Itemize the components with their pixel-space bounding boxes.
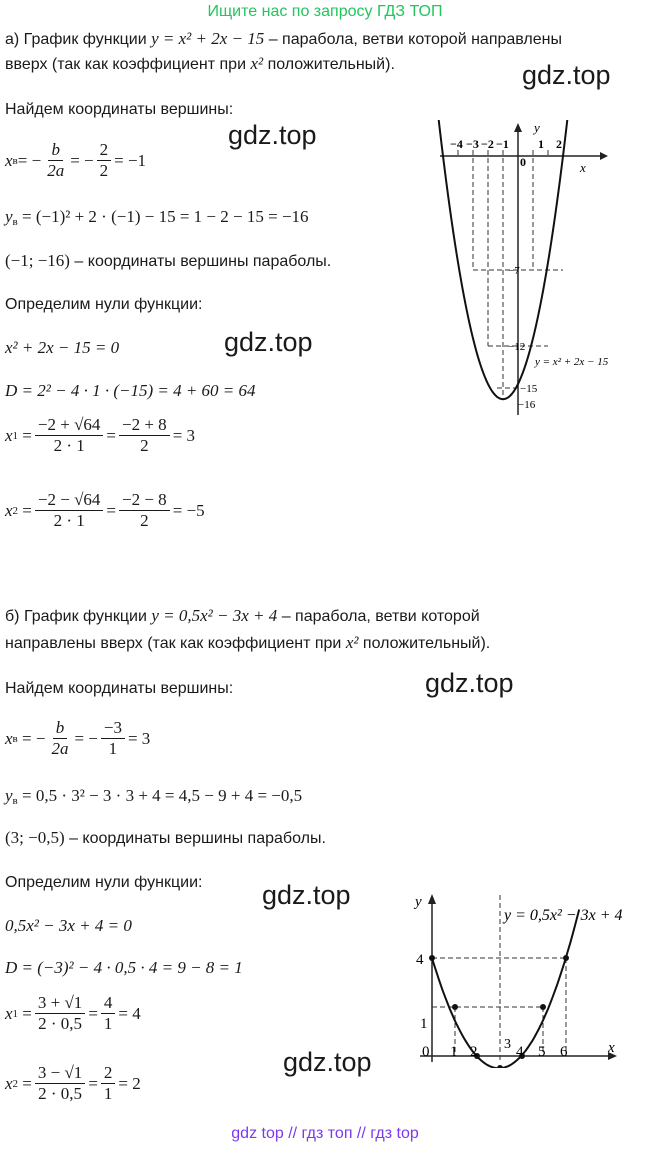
- fraction: [101, 718, 125, 759]
- text: положительный).: [358, 635, 491, 652]
- math: (−1; −16): [5, 251, 70, 270]
- point: [540, 1004, 546, 1010]
- part-a-equation: x² + 2x − 15 = 0: [5, 338, 120, 357]
- x-tick-label: 2: [556, 137, 562, 151]
- part-a-vertex-result: [5, 251, 331, 272]
- x-axis-label: x: [580, 160, 586, 175]
- point: [497, 1065, 503, 1068]
- x-axis-label: x: [608, 1040, 615, 1056]
- y-tick-label: 4: [416, 952, 424, 968]
- math: x: [5, 150, 13, 170]
- numerator: 2: [101, 1063, 116, 1084]
- numerator: 4: [101, 993, 116, 1014]
- numerator: −2 + 8: [119, 415, 170, 436]
- math: x²: [250, 54, 264, 73]
- fraction: [35, 490, 104, 531]
- text: – парабола, ветви которой направлены: [264, 31, 562, 48]
- part-b-zeros-heading: Определим нули функции:: [5, 874, 203, 891]
- x-tick-label: 4: [516, 1044, 524, 1060]
- watermark: gdz.top: [522, 60, 611, 90]
- point: [429, 955, 435, 961]
- x-tick-labels: [422, 1044, 568, 1060]
- part-b-yv-formula: $y_в = 0,5 \cdot 3^2 - 3 \cdot 3 + 4 = 4,5 - 9 + 4 = -0,5$: [5, 786, 303, 807]
- math: = 3: [172, 425, 196, 445]
- x-tick-label: −1: [496, 137, 509, 151]
- y-tick-label: −12: [508, 341, 526, 353]
- denominator: 2 · 1: [53, 436, 85, 455]
- math: = 2: [118, 1073, 141, 1093]
- x-tick-label: 0: [422, 1044, 430, 1060]
- fraction: [101, 993, 116, 1034]
- fraction: [119, 415, 170, 456]
- y-tick-labels: [416, 952, 428, 1032]
- y-tick-label: −16: [518, 399, 536, 411]
- math: = −: [17, 150, 42, 170]
- fraction: [119, 490, 170, 531]
- y-tick-label: 1: [420, 1016, 428, 1032]
- y-tick-label: −15: [520, 383, 538, 395]
- x-tick-label: 2: [470, 1044, 478, 1060]
- text: вверх (так как коэффициент при: [5, 56, 251, 73]
- x-tick-label: −4: [450, 137, 463, 151]
- part-b-xv-formula: x в = − $\frac{b}{2a}$ = − $\frac{-3}{1}$ = 3: [5, 718, 151, 758]
- fraction: [35, 993, 85, 1034]
- part-b-vertex-result: [5, 828, 326, 849]
- fraction: [35, 1063, 85, 1104]
- watermark: gdz.top: [425, 668, 514, 698]
- denominator: 2 · 0,5: [38, 1014, 83, 1033]
- part-a-yv-formula: $y_в = (-1)^2 + 2 \cdot (-1) - 15 = 1 - 2 - 15 = -16$: [5, 207, 309, 228]
- curve-label: y = 0,5x² − 3x + 4: [504, 907, 623, 924]
- function-formula: y = x² + 2x − 15: [151, 29, 265, 48]
- math: = −: [70, 150, 94, 170]
- part-a-discriminant: D = 2² − 4 · 1 · (−15) = 4 + 60 = 64: [5, 381, 256, 400]
- part-b-equation: 0,5x² − 3x + 4 = 0: [5, 916, 132, 935]
- math: = 0,5 · 3² − 3 · 3 + 4 = 4,5 − 9 + 4 = −0,5: [17, 786, 303, 805]
- numerator: −2 − 8: [119, 490, 170, 511]
- y-axis-label: y: [534, 120, 540, 135]
- graph-a: [430, 120, 640, 420]
- fraction: [48, 718, 71, 759]
- text: – координаты вершины параболы.: [64, 830, 326, 847]
- x-tick-label: 6: [560, 1044, 568, 1060]
- text: направлены вверх (так как коэффициент при: [5, 635, 346, 652]
- denominator: 2 · 1: [53, 511, 85, 530]
- text: – координаты вершины параболы.: [69, 253, 332, 270]
- part-b-discriminant: D = (−3)² − 4 · 0,5 · 4 = 9 − 8 = 1: [5, 958, 243, 977]
- denominator: 2a: [47, 161, 65, 180]
- part-b-x1-formula: x 1 = $\frac{3 + √1}{2 \cdot 0,5}$ = $\frac{4}{1}$ = 4: [5, 993, 141, 1033]
- fraction: [44, 140, 67, 181]
- text: б) График функции: [5, 608, 152, 625]
- x-tick-label: −3: [466, 137, 479, 151]
- graph-b: [412, 890, 648, 1068]
- numerator: 2: [97, 140, 112, 161]
- function-formula: y = 0,5x² − 3x + 4: [151, 606, 278, 625]
- denominator: 2 · 0,5: [38, 1084, 83, 1103]
- part-a-intro-line1: [5, 29, 562, 50]
- denominator: 2: [140, 436, 149, 455]
- y-axis-label: y: [415, 894, 422, 910]
- x-tick-label: 1: [450, 1044, 458, 1060]
- point: [563, 955, 569, 961]
- denominator: 2a: [51, 739, 69, 758]
- part-a-intro-line2: [5, 54, 395, 75]
- numerator: 3 − √1: [35, 1063, 85, 1084]
- math: = −1: [114, 150, 147, 170]
- part-b-intro-line1: [5, 606, 480, 627]
- part-b-vertex-heading: Найдем координаты вершины:: [5, 680, 234, 697]
- text: положительный).: [263, 56, 395, 73]
- y-axis-arrow: [428, 894, 436, 904]
- math: x²: [345, 633, 359, 652]
- watermark: gdz.top: [228, 120, 317, 150]
- watermark: gdz.top: [283, 1047, 372, 1077]
- part-b-intro-line2: [5, 633, 490, 654]
- denominator: 1: [108, 739, 118, 758]
- footer-links[interactable]: gdz top // гдз топ // гдз top: [231, 1125, 419, 1142]
- math: = (−1)² + 2 · (−1) − 15 = 1 − 2 − 15 = −16: [17, 207, 309, 226]
- math: (3; −0,5): [5, 828, 65, 847]
- x-tick-label: 0: [520, 155, 526, 169]
- denominator: 2: [140, 511, 149, 530]
- part-a-x2-formula: x 2 = $\frac{-2 - √64}{2 \cdot 1}$ = $\frac{-2 - 8}{2}$ = −5: [5, 490, 205, 530]
- x-tick-label: 1: [538, 137, 544, 151]
- numerator: −2 − √64: [35, 490, 104, 511]
- text: – парабола, ветви которой: [277, 608, 480, 625]
- math-sub: в: [12, 795, 18, 807]
- math: = 3: [127, 728, 151, 748]
- x-tick-label: 5: [538, 1044, 546, 1060]
- math: = −5: [172, 500, 205, 520]
- watermark: gdz.top: [224, 327, 313, 357]
- y-axis-arrow: [514, 123, 522, 132]
- fraction: [35, 415, 104, 456]
- denominator: 1: [103, 1014, 113, 1033]
- part-a-zeros-heading: Определим нули функции:: [5, 296, 203, 313]
- part-b-x2-formula: x 2 = $\frac{3 - √1}{2 \cdot 0,5}$ = $\frac{2}{1}$ = 2: [5, 1063, 141, 1103]
- curve-label: y = x² + 2x − 15: [535, 356, 609, 368]
- numerator: b: [53, 718, 68, 739]
- y-tick-label: −7: [508, 265, 520, 277]
- header-banner[interactable]: Ищите нас по запросу ГДЗ ТОП: [207, 3, 443, 20]
- math: = 4: [118, 1003, 141, 1023]
- x-tick-labels: [450, 137, 562, 169]
- math-sub: в: [12, 216, 18, 228]
- part-a-xv-formula: x в = − $\frac{b}{2a}$ = − $\frac{2}{2}$ = −1: [5, 140, 147, 180]
- vertex-label: 3: [504, 1037, 511, 1052]
- numerator: b: [48, 140, 63, 161]
- watermark: gdz.top: [262, 880, 351, 910]
- text: а) График функции: [5, 31, 152, 48]
- point: [452, 1004, 458, 1010]
- x-axis-arrow: [600, 152, 608, 160]
- part-a-x1-formula: x 1 = $\frac{-2 + √64}{2 \cdot 1}$ = $\frac{-2 + 8}{2}$ = 3: [5, 415, 196, 455]
- numerator: −2 + √64: [35, 415, 104, 436]
- fraction: [101, 1063, 116, 1104]
- x-tick-label: −2: [481, 137, 494, 151]
- numerator: 3 + √1: [35, 993, 85, 1014]
- denominator: 1: [103, 1084, 113, 1103]
- part-a-vertex-heading: Найдем координаты вершины:: [5, 101, 234, 118]
- numerator: −3: [101, 718, 125, 739]
- fraction: [97, 140, 112, 181]
- denominator: 2: [99, 161, 109, 180]
